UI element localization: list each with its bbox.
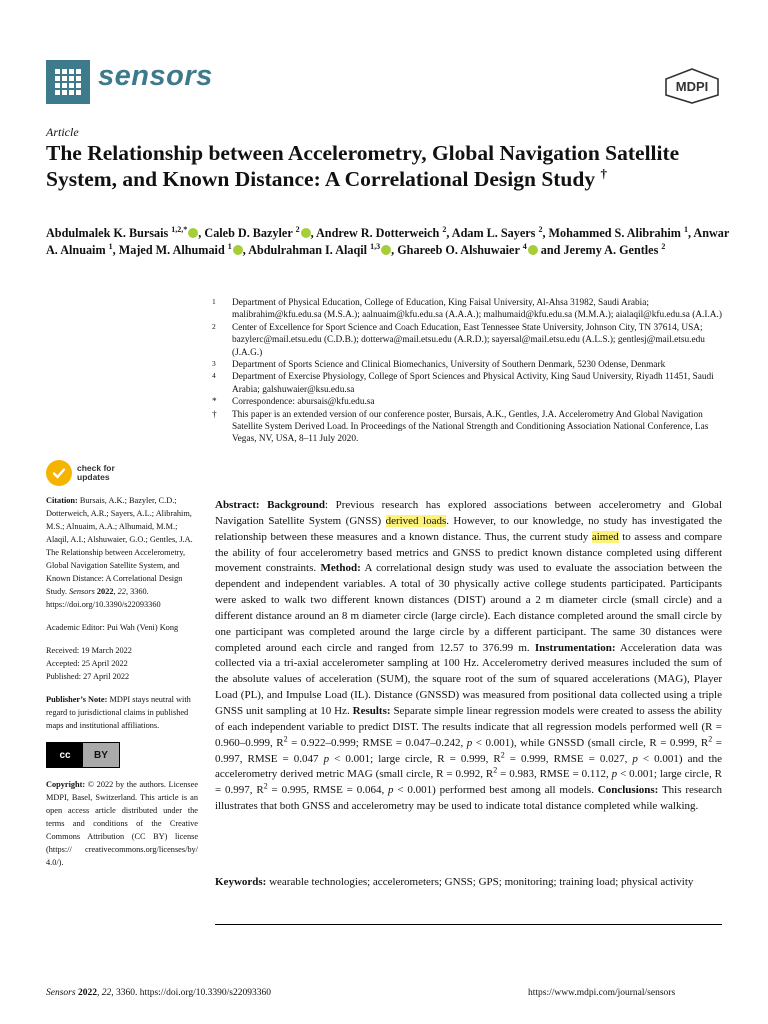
mdpi-text: MDPI <box>675 79 709 94</box>
publisher-note: Publisher’s Note: MDPI stays neutral with regard to jurisdictional claims in published maps and institutional affiliations. <box>46 695 191 730</box>
highlight-aimed[interactable]: aimed <box>591 530 619 543</box>
affiliations <box>212 297 732 446</box>
mdpi-hexagon-icon <box>664 68 720 104</box>
journal-logo <box>46 60 90 104</box>
author: Anwar A. Alnuaim $^1$ <box>46 226 730 257</box>
accepted-date: Accepted: 25 April 2022 <box>46 659 128 668</box>
affiliation-item: 1 Department of Physical Education, College of Education, King Faisal University, Al-Ahsa 31982, Saudi Arabia; malibrahim@kfu.edu.sa (M.S.A.); aalnuaim@kfu.edu.sa (A.A.A.); malhumaid@kfu.edu.sa (M.M.A.); aialaqil@kfu.edu.sa (A.I.A.) <box>212 297 722 321</box>
dates <box>46 644 198 683</box>
affiliation-item: 4 Department of Exercise Physiology, College of Sport Sciences and Physical Activity, King Saud University, Riyadh 11451, Saudi Arabia; galshuwaier@ksu.edu.sa <box>212 371 714 395</box>
affiliation-item: † This paper is an extended version of our conference poster, Bursais, A.K., Gentles, J.A. Accelerometry And Global Navigation Satellite System Derived Load. In Proceedings of the National Strength and Conditioning Association National Conference, Las Vegas, NV, USA, 8–11 July 2020. <box>212 409 709 445</box>
orcid-icon[interactable] <box>528 245 538 255</box>
academic-editor: Academic Editor: Pui Wah (Veni) Kong <box>46 623 179 632</box>
journal-name: sensors <box>98 60 213 92</box>
author: Abdulmalek K. Bursais $^{1,2,*}$ <box>46 226 198 240</box>
sensors-logo-icon <box>52 66 84 98</box>
keywords: Keywords: wearable technologies; accelerometers; GNSS; GPS; monitoring; training load; physical activity <box>215 876 694 888</box>
orcid-icon[interactable] <box>301 228 311 238</box>
sidebar <box>46 460 198 879</box>
author: Caleb D. Bazyler $^2$ <box>204 226 310 240</box>
citation: Citation: Bursais, A.K.; Bazyler, C.D.; Dotterweich, A.R.; Sayers, A.L.; Alibrahim, M.S.; Alnuaim, A.A.; Alhumaid, M.M.; Alaqil, A.I.; Alshuwaier, G.O.; Gentles, J.A. The Relationship between Accelerometry, Global Navigation Satellite System, and Known Distance: A Correlational Design Study. Sensors 2022, 22, 3360. https://doi.org/10.3390/s22093360 <box>46 496 193 609</box>
title-text: The Relationship between Accelerometry, Global Navigation Satellite System, and Known Distance: A Correlational Design Study <box>46 141 680 191</box>
divider <box>215 924 722 925</box>
author: Majed M. Alhumaid $^1$ <box>119 243 243 257</box>
footer-journal-url[interactable]: https://www.mdpi.com/journal/sensors <box>528 988 676 998</box>
published-date: Published: 27 April 2022 <box>46 672 130 681</box>
orcid-icon[interactable] <box>381 245 391 255</box>
mdpi-logo <box>664 68 720 109</box>
copyright: Copyright: © 2022 by the authors. Licensee MDPI, Basel, Switzerland. This article is an open access article distributed under the terms and conditions of the Creative Commons Attribution (CC BY) license (https:// creativecommons.org/licenses/by/ 4.0/). <box>46 780 199 867</box>
footer-citation: Sensors 2022, 22, 3360. https://doi.org/10.3390/s22093360 <box>46 988 271 998</box>
article-type: Article <box>46 125 79 139</box>
check-updates-icon <box>46 460 72 486</box>
received-date: Received: 19 March 2022 <box>46 646 132 655</box>
highlight-derived-loads[interactable]: derived loads <box>385 514 447 527</box>
authors-and: and <box>540 243 561 257</box>
author: Abdulrahman I. Alaqil $^{1,3}$ <box>248 243 391 257</box>
affiliation-item: 3 Department of Sports Science and Clinical Biomechanics, University of Southern Denmark, 5230 Odense, Denmark <box>212 359 666 371</box>
check-updates-text: check for updates <box>77 463 115 482</box>
affiliation-item: * Correspondence: abursais@kfu.edu.sa <box>212 397 375 408</box>
author: Adam L. Sayers $^2$ <box>451 224 543 240</box>
cc-icon: cc <box>47 743 83 767</box>
by-icon: BY <box>94 749 108 761</box>
check-for-updates-button[interactable] <box>46 460 198 486</box>
cc-by-license-badge[interactable] <box>46 742 120 768</box>
author: Jeremy A. Gentles $^2$ <box>563 241 666 257</box>
affiliation-item: 2 Center of Excellence for Sport Science and Coach Education, East Tennessee State University, Johnson City, TN 37614, USA; bazylerc@mail.etsu.edu (C.D.B.); dotterwa@mail.etsu.edu (A.R.D.); sayersal@mail.etsu.edu (A.L.S.); gentlesj@mail.etsu.edu (J.A.G.) <box>212 321 705 358</box>
author: Ghareeb O. Alshuwaier $^4$ <box>397 243 538 257</box>
author: Mohammed S. Alibrahim $^1$ <box>548 224 688 240</box>
author: Andrew R. Dotterweich $^2$ <box>315 224 447 240</box>
paper-title <box>46 140 736 192</box>
author-list: Abdulmalek K. Bursais $^{1,2,*}$ , Caleb D. Bazyler $^2$ , Andrew R. Dotterweich $^2$, Adam L. Sayers $^2$, Mohammed S. Alibrahim $^1$, Anwar A. Alnuaim $^1$, Majed M. Alhumaid $^1$ , Abdulrahman I. Alaqil $^{1,3}$ , Ghareeb O. Alshuwaier $^4$ and Jeremy A. Gentles $^2$ <box>46 224 730 257</box>
abstract: Abstract: Background: Previous research has explored associations between accelerometry and Global Navigation Satellite System (GNSS) derived loads. However, to our knowledge, no study has investigated the relationship between these measures and a known distance. Thus, the current study aimed to assess and compare the ability of four accelerometry based metrics and GNSS to predict known distance completed using different movement constraints. Method: A correlational design study was used to evaluate the association between the dependent and independent variables. A total of 30 physically active college students participated. Participants were asked to walk two different known distances (DIST) around a 2 m diameter circle (small circle) and a different distance around an 8 m diameter circle (large circle). Each distance completed around the small circle by one participant was completed around the large circle by a different participant. The same 30 distances were completed around each circle and ranged from 12.57 to 376.99 m. Instrumentation: Acceleration data was collected via a tri-axial accelerometer sampling at 100 Hz. Accelerometry derived measures included the sum of the absolute values of acceleration (SUM), the square root of the sum of squared accelerations (MAG), Player Load (PL), and Impulse Load (IL). Distance (GNSSD) was measured from positional data collected using a triple GNSS unit sampling at 10 Hz. Results: Separate simple linear regression models were created to assess the ability of each independent variable to predict DIST. The results indicate that all regression models performed well (R = 0.960–0.999, $R^2 = 0.922-0.999$; RMSE = 0.047–0.242, p < 0.001), while GNSSD (small circle, R = 0.999, $R^2 = 0.997$, RMSE = 0.047 p < 0.001; large circle, R = 0.999, $R^2 = 0.999$, RMSE = 0.027, p < 0.001) and the accelerometry derived metric MAG (small circle, R = 0.992, $R^2 = 0.983$, RMSE = 0.112, p < 0.001; large circle, R = 0.997, $R^2 = 0.995$, RMSE = 0.064, p < 0.001) performed best among all models. Conclusions: This research illustrates that both GNSS and accelerometry may be used to indicate total distance completed while walking. <box>215 499 723 813</box>
orcid-icon[interactable] <box>188 228 198 238</box>
title-dagger: † <box>600 165 607 181</box>
orcid-icon[interactable] <box>233 245 243 255</box>
